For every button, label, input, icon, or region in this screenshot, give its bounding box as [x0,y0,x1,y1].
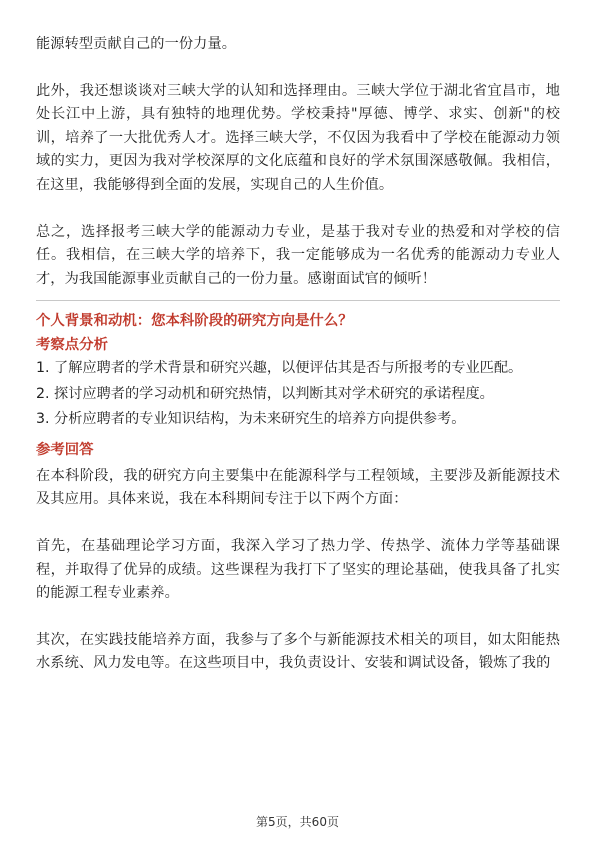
analysis-list [36,356,560,433]
page-number: 第5页，共60页 [256,815,339,829]
analysis-item: 3. 分析应聘者的专业知识结构，为未来研究生的培养方向提供参考。 [36,411,466,428]
answer-paragraph: 其次，在实践技能培养方面，我参与了多个与新能源技术相关的项目，如太阳能热水系统、风力发电等。在这些项目中，我负责设计、安装和调试设备，锻炼了我的 [36,631,560,672]
section-divider [36,300,560,301]
answer-heading: 参考回答 [36,441,94,458]
answer-paragraph: 在本科阶段，我的研究方向主要集中在能源科学与工程领域，主要涉及新能源技术及其应用。具体来说，我在本科期间专注于以下两个方面： [36,467,560,508]
paragraph-university-reasons: 此外，我还想谈谈对三峡大学的认知和选择理由。三峡大学位于湖北省宜昌市，地处长江中上游，具有独特的地理优势。学校秉持"厚德、博学、求实、创新"的校训，培养了一大批优秀人才。选择三峡大学，不仅因为我看中了学校在能源动力领域的实力，更因为我对学校深厚的文化底蕴和良好的学术氛围深感敬佩。我相信，在这里，我能够得到全面的发展，实现自己的人生价值。 [36,82,560,193]
analysis-item: 1. 了解应聘者的学术背景和研究兴趣，以便评估其是否与所报考的专业匹配。 [36,360,523,377]
analysis-heading: 考察点分析 [36,337,108,354]
answer-paragraph: 首先，在基础理论学习方面，我深入学习了热力学、传热学、流体力学等基础课程，并取得了优异的成绩。这些课程为我打下了坚实的理论基础，使我具备了扎实的能源工程专业素养。 [36,538,560,602]
analysis-item: 2. 探讨应聘者的学习动机和研究热情，以判断其对学术研究的承诺程度。 [36,385,494,402]
continued-paragraph: 能源转型贡献自己的一份力量。 [36,36,237,52]
paragraph-conclusion: 总之，选择报考三峡大学的能源动力专业，是基于我对专业的热爱和对学校的信任。我相信，在三峡大学的培养下，我一定能够成为一名优秀的能源动力专业人才，为我国能源事业贡献自己的一份力量。感谢面试官的倾听！ [36,223,560,287]
question-title: 个人背景和动机：您本科阶段的研究方向是什么？ [36,313,353,330]
page-content [36,33,560,676]
